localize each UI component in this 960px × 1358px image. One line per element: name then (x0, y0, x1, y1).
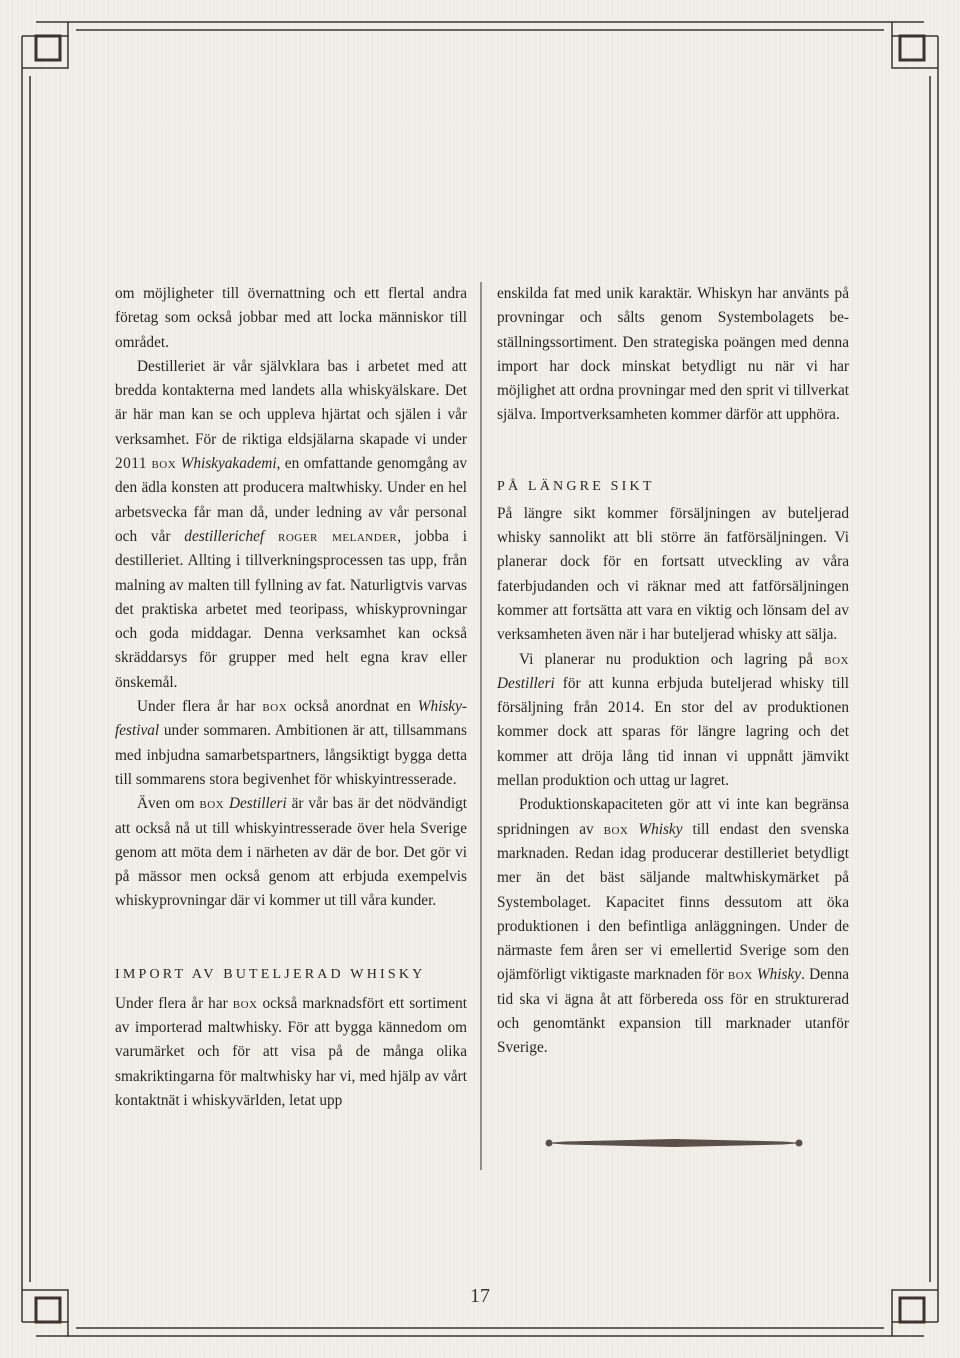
ornament-divider-icon (545, 1136, 803, 1150)
paragraph: Även om box Destilleri är vår bas är det nödvändigt att också nå ut till whiskyintresserade över hela Sverige genom att möta dem i närheten av där de bor. Det gör vi på mässor men också genom att erbjuda exempelvis whiskyprovningar där vi kommer ut till våra kunder. (115, 795, 467, 910)
section-heading-langre-sikt: PÅ LÄNGRE SIKT (497, 478, 655, 494)
left-column (115, 282, 467, 1113)
paragraph: Produktionskapaciteten gör att vi inte kan begränsa spridningen av box Whisky till endast den svenska marknaden. Redan idag producerar destilleriet betydligt mer än det bäst säljande maltwhiskymärket på Systembolaget. Kapacitet finns dessutom att öka produktionen i den befintliga anläggningen. Under de närmaste fem åren ser vi emellertid Sverige som den ojämförligt viktigaste marknaden för box Whisky. Denna tid ska vi ägna åt att förbereda oss för en strukturerad och genomtänkt expansion till marknader utanför Sverige. (497, 796, 850, 1057)
paragraph: om möjligheter till övernattning och ett flertal andra företag som också jobbar med att locka människor till området. (115, 285, 467, 351)
paragraph: enskilda fat med unik karaktär. Whiskyn har använts på provningar och sålts genom Systembolagets beställningssortiment. Den strategiska poängen med denna import har dock minskat betydligt nu när vi har möjlighet att ordna provningar med den sprit vi tillverkat själva. Importverksamheten kommer därför att upphöra. (497, 285, 849, 424)
paragraph: Destilleriet är vår självklara bas i arbetet med att bredda kontakterna med landets alla whiskyälskare. Det är här man kan se och uppleva hjärtat och själen i vår verksamhet. För de riktiga eldsjälarna skapade vi under 2011 box Whiskyakademi, en omfattande genomgång av den ädla konsten att producera maltwhisky. Under en hel arbetsvecka får man då, under ledning av vår personal och vår destillerichef roger melander, jobba i destilleriet. Allting i tillverkningsprocessen tas upp, från malning av malten till fyllning av fat. Naturligtvis varvas det praktiska arbetet med teoripass, whiskyprovningar och goda middagar. Denna verksamhet kan också skräddarsys för grupper med helt egna krav eller önskemål. (115, 357, 468, 691)
paragraph: På längre sikt kommer försäljningen av buteljerad whisky sannolikt att bli större än fatförsäljningen. Vi planerar dock för en fortsatt utveckling av våra faterbjudanden och vi räknar med att fatförsäljningen kommer att fortsätta att vara en viktig och lönsam del av verksamheten även när i har buteljerad whisky att sälja. (497, 504, 849, 644)
paragraph: Under flera år har box också anordnat en Whiskyfestival under sommaren. Ambitionen är att, tillsammans med inbjudna samarbetspartners, långsiktigt bygga detta till sommarens stora begivenhet för whiskyintresserade. (115, 698, 467, 788)
corner-ornament-top-left (22, 22, 68, 68)
right-column (497, 282, 849, 1061)
section-heading-import: IMPORT AV BUTELJERAD WHISKY (115, 966, 426, 982)
paragraph: Under flera år har box också marknadsfört ett sortiment av importerad maltwhisky. För att bygga kännedom om varumärket och för att visa på de många olika smakriktingarna för maltwhisky har vi, med hjälp av vårt kontaktnät i whiskyvärlden, letat upp (115, 994, 467, 1109)
paragraph: Vi planerar nu produktion och lagring på box Destilleri för att kunna erbjuda buteljerad whisky till försäljning från 2014. En stor del av produktionen kommer dock att sparas för längre lagring och det kommer att dröja lång tid innan vi uppnått jämvikt mellan produktion och uttag ur lagret. (497, 650, 849, 790)
corner-ornament-top-right (892, 22, 938, 68)
page-number: 17 (470, 1285, 490, 1307)
